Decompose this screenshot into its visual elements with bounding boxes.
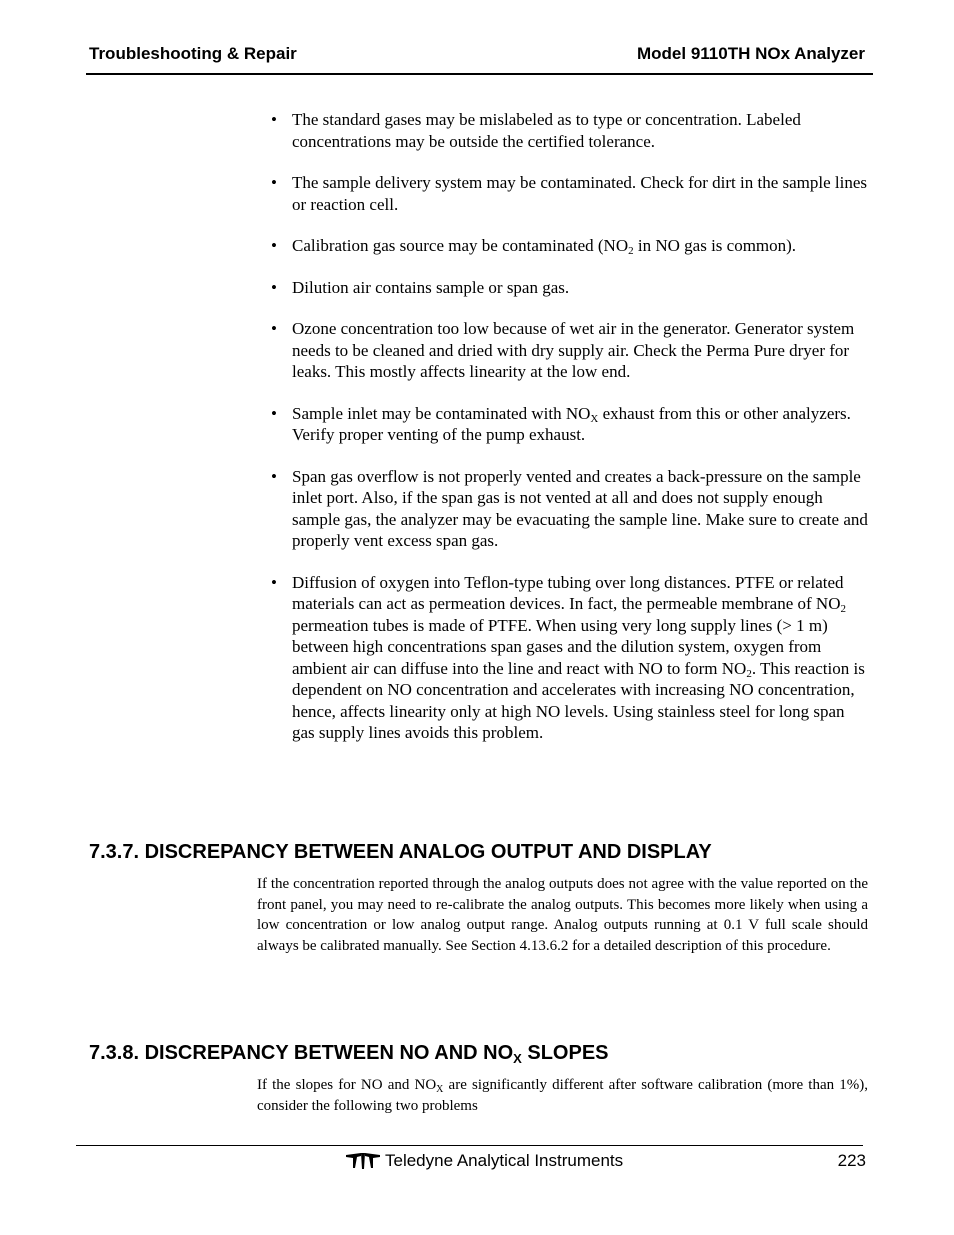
list-item: • Dilution air contains sample or span gas. (271, 277, 570, 297)
section-body-7-3-7: If the concentration reported through the analog outputs does not agree with the value reported on the front panel, you may need to re-calibrate the analog outputs. This becomes more likely when using a low concentration or low analog output range. Analog outputs running at 0.1 V full scale should always be calibrated manually. See Section 4.13.6.2 for a detailed description of this procedure. (257, 876, 868, 954)
section-heading-7-3-8: 7.3.8. DISCREPANCY BETWEEN NO AND $NO_X$ SLOPES (89, 1042, 609, 1066)
troubleshooting-bullet-list (268, 109, 868, 764)
section-body-7-3-8: If the slopes for NO and $NO_X$ are significantly different after software calibration (more than 1%), consider the following two problems (257, 1077, 869, 1114)
header-divider (86, 73, 873, 75)
bullet-icon: • (271, 236, 277, 255)
bullet-icon: • (271, 319, 277, 338)
list-item: • The sample delivery system may be contaminated. Check for dirt in the sample lines or reaction cell. (271, 173, 868, 214)
section-heading-7-3-7: 7.3.7. DISCREPANCY BETWEEN ANALOG OUTPUT AND DISPLAY (89, 841, 712, 863)
teledyne-logo-icon (346, 1152, 380, 1170)
list-item: • Sample inlet may be contaminated with $NO_X$ exhaust from this or other analyzers. Verify proper venting of the pump exhaust. (271, 403, 851, 444)
bullet-icon: • (271, 277, 277, 297)
footer-company-name: Teledyne Analytical Instruments (385, 1151, 624, 1170)
bullet-icon: • (271, 173, 277, 192)
header-section-title: Troubleshooting & Repair (89, 44, 297, 63)
list-item: • Span gas overflow is not properly vented and creates a back-pressure on the sample inlet port. Also, if the span gas is not vented at all and does not supply enough sample gas, the analyzer may be evacuating the sample line. Make sure to create and properly vent excess span gas. (271, 466, 868, 550)
page-number: 223 (837, 1151, 866, 1170)
bullet-icon: • (271, 403, 277, 423)
header-model-title: Model 9110TH NOx Analyzer (636, 44, 865, 63)
list-item: • Ozone concentration too low because of wet air in the generator. Generator system needs to be cleaned and dried with dry supply air. Check the Perma Pure dryer for leaks. This mostly affects linearity at the low end. (271, 319, 855, 381)
footer-divider (76, 1145, 863, 1146)
list-item: • Calibration gas source may be contaminated ($NO_2$ in NO gas is common). (271, 236, 797, 257)
bullet-icon: • (271, 572, 277, 592)
list-item: • Diffusion of oxygen into Teflon-type tubing over long distances. PTFE or related materials can act as permeation devices. In fact, the permeable membrane of $NO_2$ permeation tubes is made of PTFE. When using very long supply lines (> 1 m) between high concentrations span gases and the dilution system, oxygen from ambient air can diffuse into the line and react with NO to form $NO_2$. This reaction is dependent on NO concentration and accelerates with increasing NO concentration, hence, affects linearity only at high NO levels. Using stainless steel for long span gas supply lines avoids this problem. (271, 572, 865, 742)
bullet-icon: • (271, 110, 277, 129)
bullet-icon: • (271, 466, 277, 486)
list-item: • The standard gases may be mislabeled as to type or concentration. Labeled concentrations may be outside the certified tolerance. (271, 110, 801, 151)
